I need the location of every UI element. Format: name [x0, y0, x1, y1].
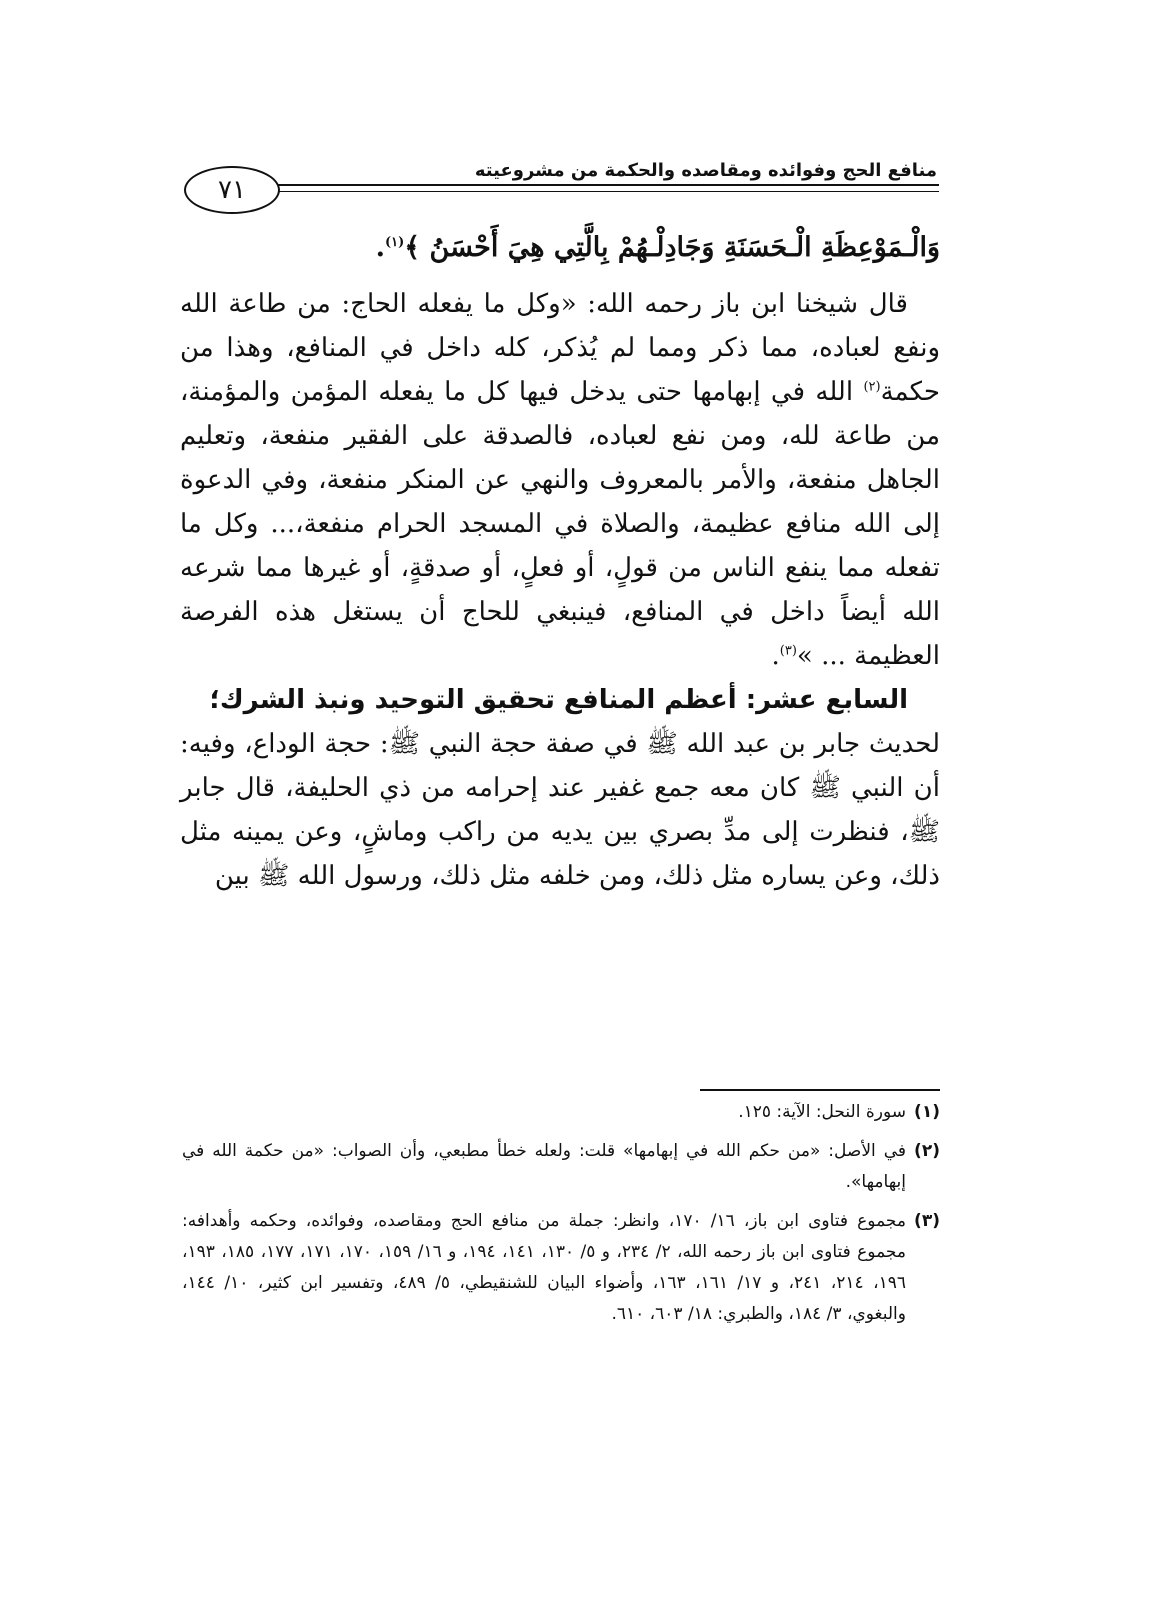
page-number: ٧١: [184, 166, 280, 214]
paragraph-quote-end: .: [771, 641, 780, 671]
quran-verse: [180, 222, 940, 274]
footnote-2: [182, 1136, 940, 1198]
main-text: [180, 222, 940, 898]
paragraph-quote-part2: الله في إبهامها حتى يدخل فيها كل ما يفعله المؤمن والمؤمنة، من طاعة لله، ومن نفع لعباده، فالصدقة على الفقير منفعة، وتعليم الجاهل منفعة، والأمر بالمعروف والنهي عن المنكر منفعة، وفي الدعوة إلى الله منافع عظيمة، والصلاة في المسجد الحرام منفعة،... وكل ما تفعله مما ينفع الناس من قولٍ، أو فعلٍ، أو صدقةٍ، أو غيرها مما شرعه الله أيضاً داخل في المنافع، فينبغي للحاج أن يستغل هذه الفرصة العظيمة ... »: [180, 377, 940, 671]
footnote-text: سورة النحل: الآية: ١٢٥.: [738, 1102, 906, 1122]
footnote-text: مجموع فتاوى ابن باز، ١٦/ ١٧٠، وانظر: جملة من منافع الحج ومقاصده، وفوائده، وحكمه وأهدافه: مجموع فتاوى ابن باز رحمه الله، ٢/ ٢٣٤، و ٥/ ١٣٠، ١٤١، ١٩٤، و ١٦/ ١٥٩، ١٧٠، ١٧١، ١٧٧، ١٨٥، ١٩٣، ١٩٦، ٢١٤، ٢٤١، و ١٧/ ١٦١، ١٦٣، وأضواء البيان للشنقيطي، ٥/ ٤٨٩، وتفسير ابن كثير، ١٠/ ١٤٤، والبغوي، ٣/ ١٨٤، والطبري: ١٨/ ٦٠٣، ٦١٠.: [182, 1211, 907, 1324]
section-heading: السابع عشر: أعظم المنافع تحقيق التوحيد ونبذ الشرك؛: [209, 685, 908, 715]
footnote-number: (٣): [914, 1211, 940, 1231]
running-header-title: منافع الحج وفوائده ومقاصده والحكمة من مشروعيته: [474, 160, 937, 181]
footnote-ref-1: (١): [385, 235, 405, 250]
quran-verse-text: وَالْـمَوْعِظَةِ الْـحَسَنَةِ وَجَادِلْـهُمْ بِالَّتِي هِيَ أَحْسَنُ ﴾: [404, 232, 940, 263]
header-rule: [272, 184, 939, 186]
footnote-ref-3: (٣): [779, 643, 797, 659]
paragraph-quote: [180, 282, 940, 678]
header-rule-thin: [272, 191, 939, 192]
quran-verse-tail: .: [375, 232, 385, 263]
paragraph-quote-part1: قال شيخنا ابن باز رحمه الله: «وكل ما يفعله الحاج: من طاعة الله ونفع لعباده، مما ذكر ومما لم يُذكر، كله داخل في المنافع، وهذا من حكمة: [180, 289, 940, 407]
footnote-ref-2: (٢): [863, 379, 881, 395]
footnote-text: في الأصل: «من حكم الله في إبهامها» قلت: ولعله خطأ مطبعي، وأن الصواب: «من حكمة الله في إبهامها».: [182, 1141, 906, 1192]
footnote-separator: [700, 1089, 940, 1091]
paragraph-hadith: لحديث جابر بن عبد الله ﷺ في صفة حجة النبي ﷺ: حجة الوداع، وفيه: أن النبي ﷺ كان معه جمع غفير عند إحرامه من ذي الحليفة، قال جابر ﷺ، فنظرت إلى مدِّ بصري بين يديه من راكب وماشٍ، وعن يمينه مثل ذلك، وعن يساره مثل ذلك، ومن خلفه مثل ذلك، ورسول الله ﷺ بين: [180, 729, 940, 891]
footnote-3: [182, 1206, 940, 1330]
footnote-number: (٢): [914, 1141, 940, 1161]
footnote-number: (١): [914, 1102, 940, 1122]
footnotes: [182, 1097, 940, 1338]
footnote-1: [182, 1097, 940, 1128]
